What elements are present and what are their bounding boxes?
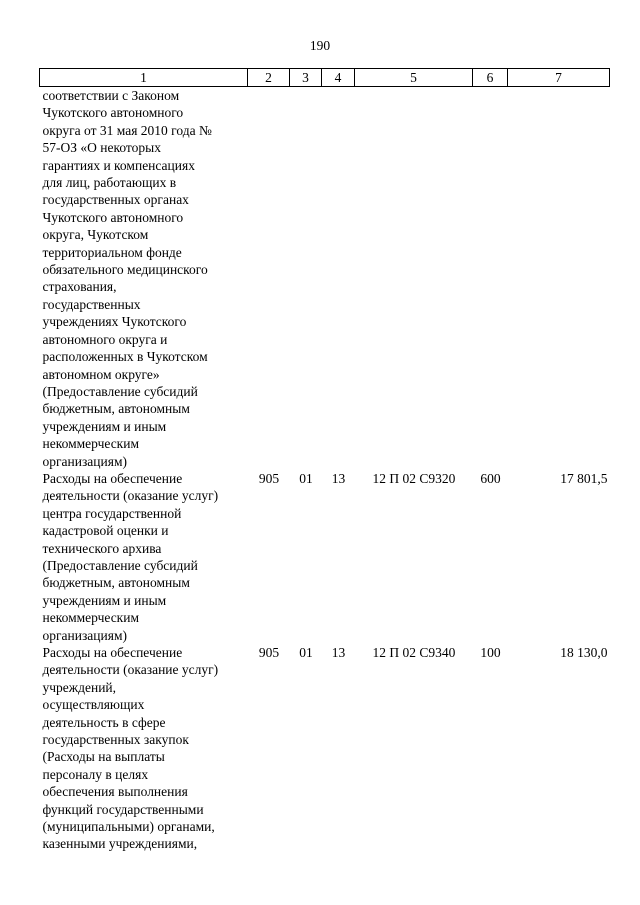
column-header-5: 5 bbox=[355, 69, 473, 87]
row-expense-type: 600 bbox=[480, 470, 501, 486]
row-subsection-code bbox=[322, 87, 355, 470]
column-header-1: 1 bbox=[40, 69, 248, 87]
column-header-3: 3 bbox=[290, 69, 322, 87]
budget-table bbox=[39, 68, 610, 853]
row-description: соответствии с Законом Чукотского автономного округа от 31 мая 2010 года № 57-ОЗ «О некоторых гарантиях и компенсациях для лиц, работающих в государственных органах Чукотского автономного округа, Чукотском территориальном фонде обязательного медицинского страхования, государственных учреждениях Чукотского автономного округа и расположенных в Чукотском автономном округе» (Предоставление субсидий бюджетным, автономным учреждениям и иным некоммерческим организациям) bbox=[42, 88, 212, 469]
row-target-article bbox=[355, 87, 473, 470]
column-header-4: 4 bbox=[322, 69, 355, 87]
row-description: Расходы на обеспечение деятельности (оказание услуг) учреждений, осуществляющих деятельность в сфере государственных закупок (Расходы на выплаты персоналу в целях обеспечения выполнения функций государственными (муниципальными) органами, казенными учреждениями, bbox=[42, 645, 219, 852]
table-row bbox=[40, 470, 610, 644]
row-expense-type: 100 bbox=[480, 645, 501, 660]
row-subsection-code: 13 bbox=[331, 470, 346, 486]
column-header-7: 7 bbox=[508, 69, 610, 87]
column-header-6: 6 bbox=[473, 69, 508, 87]
row-section-code: 01 bbox=[299, 470, 313, 486]
row-target-article: 12 П 02 С9320 bbox=[372, 470, 456, 486]
row-amount bbox=[508, 87, 610, 470]
row-section-code: 01 bbox=[299, 645, 313, 660]
row-ministry-code: 905 bbox=[258, 645, 280, 660]
row-amount: 18 130,0 bbox=[560, 645, 608, 660]
row-ministry-code: 905 bbox=[258, 470, 280, 486]
column-header-2: 2 bbox=[248, 69, 290, 87]
row-target-article: 12 П 02 С9340 bbox=[372, 645, 456, 660]
table-row bbox=[40, 644, 610, 853]
page-number: 190 bbox=[309, 38, 331, 53]
row-expense-type bbox=[473, 87, 508, 470]
table-row bbox=[40, 87, 610, 470]
row-ministry-code bbox=[248, 87, 290, 470]
row-amount: 17 801,5 bbox=[560, 470, 608, 486]
header-row bbox=[40, 69, 610, 87]
row-section-code bbox=[290, 87, 322, 470]
row-subsection-code: 13 bbox=[331, 645, 346, 660]
row-description: Расходы на обеспечение деятельности (оказание услуг) центра государственной кадастровой оценки и технического архива (Предоставление субсидий бюджетным, автономным учреждениям и иным некоммерческим организациям) bbox=[42, 470, 219, 643]
